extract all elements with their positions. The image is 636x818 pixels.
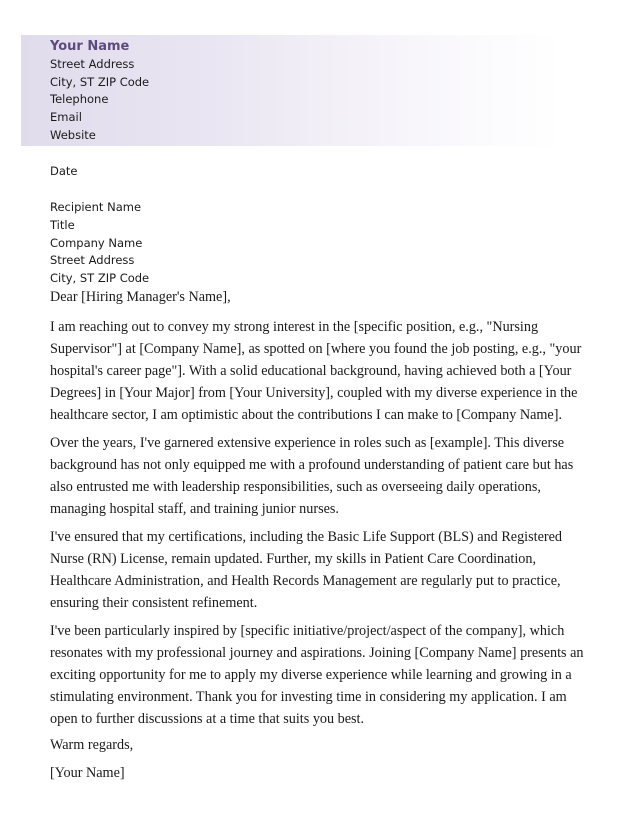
body-paragraph: I've been particularly inspired by [specific initiative/project/aspect of the company], which resonates with my professional journey and aspirations. Joining [Company Name] presents an exciting opportunity for me to apply my diverse experience while learning and growing in a stimulating environment. Thank you for investing time in considering my application. I am open to further discussions at a time that suits you best. xyxy=(50,623,584,727)
recipient-street: Street Address xyxy=(50,253,135,268)
recipient-block xyxy=(50,199,149,288)
sender-telephone: Telephone xyxy=(50,92,109,107)
body-paragraph: I am reaching out to convey my strong interest in the [specific position, e.g., "Nursing Supervisor"] at [Company Name], as spotted on [where you found the job posting, e.g., "your hospital's career page"]. With a solid educational background, having achieved both a [Your Degrees] in [Your Major] from [Your University], coupled with my diverse experience in the healthcare sector, I am optimistic about the contributions I can make to [Company Name]. xyxy=(50,319,582,423)
sender-website: Website xyxy=(50,127,96,142)
recipient-name: Recipient Name xyxy=(50,200,142,214)
signature: [Your Name] xyxy=(50,765,125,781)
salutation: Dear [Hiring Manager's Name], xyxy=(50,289,231,305)
sender-email: Email xyxy=(50,110,82,125)
letter-date: Date xyxy=(50,164,78,178)
recipient-title: Title xyxy=(50,217,75,232)
sender-name: Your Name xyxy=(50,39,130,54)
recipient-company: Company Name xyxy=(50,235,143,250)
sender-street: Street Address xyxy=(50,56,135,71)
recipient-city: City, ST ZIP Code xyxy=(50,271,150,286)
body-paragraph: I've ensured that my certifications, including the Basic Life Support (BLS) and Registered Nurse (RN) License, remain updated. Further, my skills in Patient Care Coordination, Healthcare Administration, and Health Records Management are regularly put to practice, ensuring their consistent refinement. xyxy=(50,529,562,611)
body-paragraph: Over the years, I've garnered extensive experience in roles such as [example]. This diverse background has not only equipped me with a profound understanding of patient care but has also entrusted me with leadership responsibilities, such as overseeing daily operations, managing hospital staff, and training junior nurses. xyxy=(50,435,574,517)
sender-city: City, ST ZIP Code xyxy=(50,74,150,89)
letter-body xyxy=(50,316,590,736)
sender-block xyxy=(50,38,149,145)
closing: Warm regards, xyxy=(50,737,134,753)
